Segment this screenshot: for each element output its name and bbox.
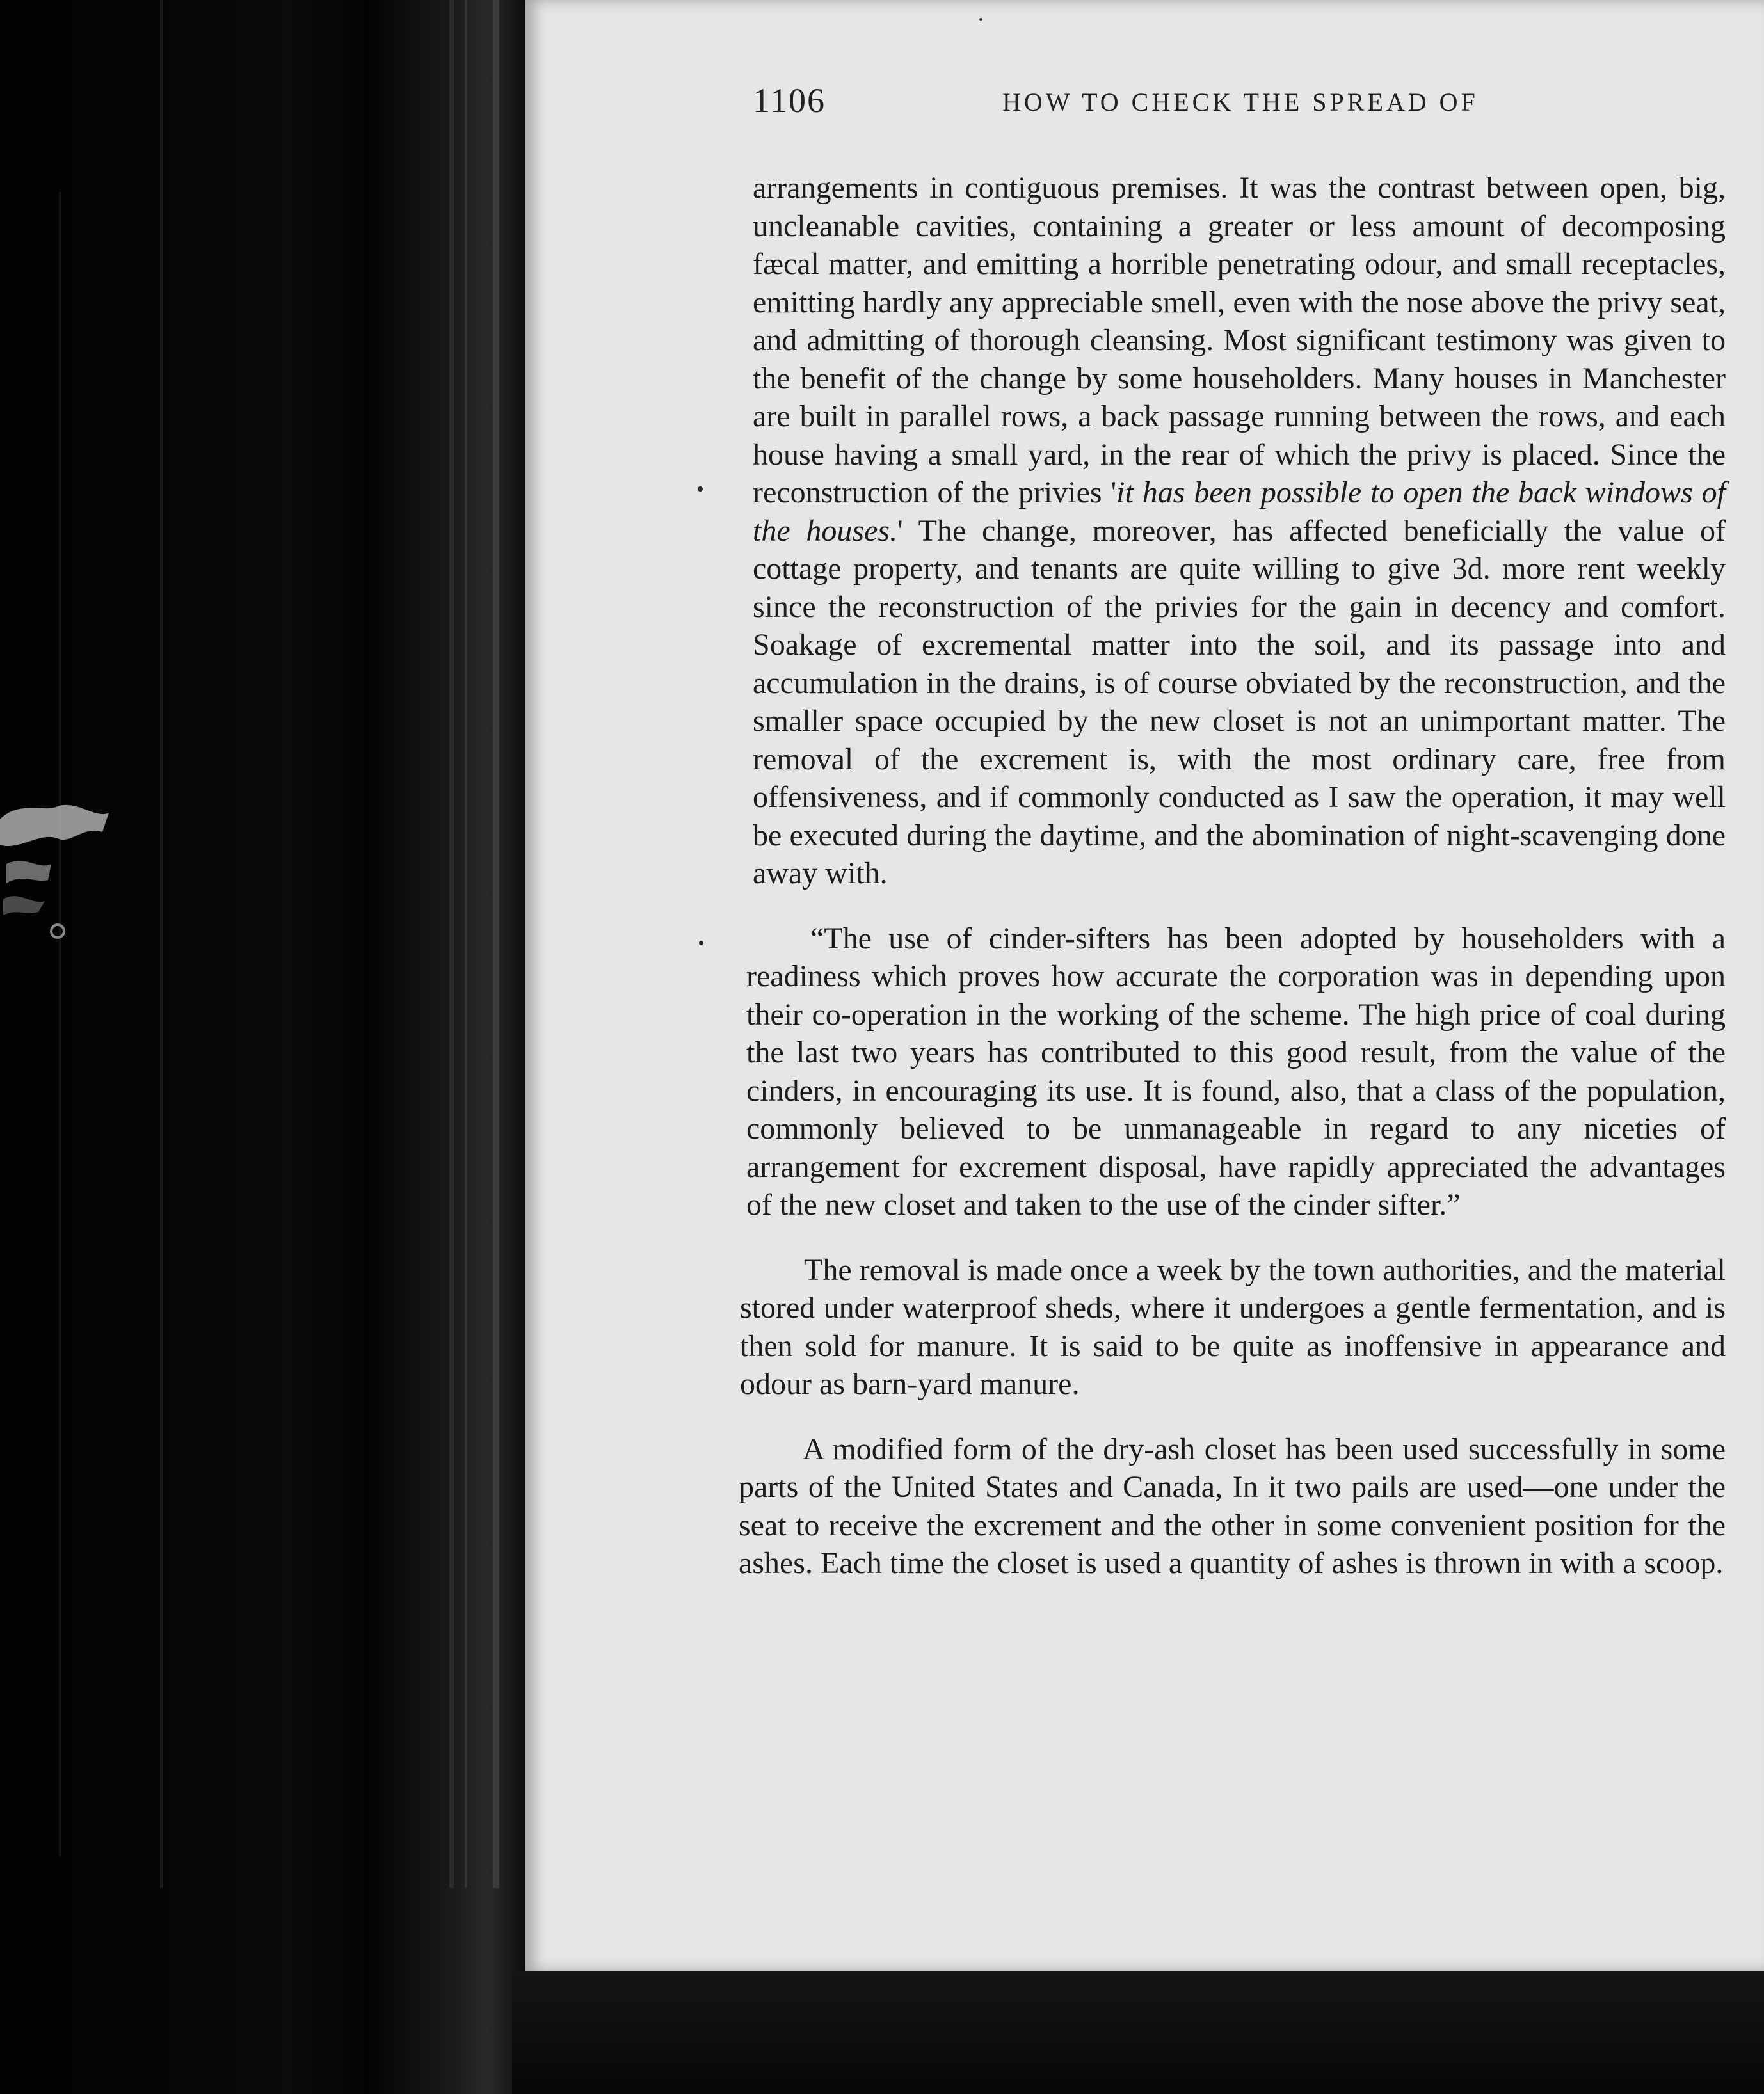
- binding-streak: [449, 0, 454, 1888]
- page-number: 1106: [753, 81, 826, 120]
- book-binding-edge: [0, 0, 525, 2094]
- paragraph-1-text-b: ' The change, moreover, has affected beneficially the value of cottage property, and tenants are quite willing to give 3d. more rent weekly since the reconstruction of the privies for the gain in decency and comfort. Soakage of excremental matter into the soil, and its passage into and accumulation in the drains, is of course obviated by the reconstruction, and the smaller space occupied by the new closet is not an unimportant matter. The removal of the excrement is, with the most ordinary care, free from offensiveness, and if commonly conducted as I saw the operation, it may well be executed during the daytime, and the abomination of night-scavenging done away with.: [753, 513, 1726, 890]
- binding-streak: [465, 0, 467, 1888]
- speck: [699, 941, 703, 945]
- body-text: [739, 169, 1726, 1610]
- paragraph-4: A modified form of the dry-ash closet has been used successfully in some parts of the United States and Canada, In it two pails are used—one under the seat to receive the excrement and the other in some convenient position for the ashes. Each time the closet is used a quantity of ashes is thrown in with a scoop.: [739, 1432, 1726, 1580]
- speck: [979, 18, 982, 21]
- spine-ornament: [0, 794, 115, 960]
- paragraph-1-text-a: arrangements in contiguous premises. It was the contrast between open, big, uncleanable cavities, containing a greater or less amount of decomposing fæcal matter, and emitting a horrible penetrating odour, and small receptacles, emitting hardly any appreciable smell, even with the nose above the privy seat, and admitting of thorough cleansing. Most significant testimony was given to the benefit of the change by some householders. Many houses in Manchester are built in parallel rows, a back passage running between the rows, and each house having a small yard, in the rear of which the privy is placed. Since the reconstruction of the privies ': [753, 171, 1726, 509]
- page-bottom-shadow: [512, 1971, 1764, 2094]
- binding-streak: [160, 0, 163, 1888]
- running-head: [753, 81, 1489, 125]
- paragraph-2-quotation: “The use of cinder-sifters has been adopted by householders with a readiness which proves how accurate the corporation was in depending upon their co-operation in the working of the scheme. The high price of coal during the last two years has contributed to this good result, from the value of the cinders, in encouraging its use. It is found, also, that a class of the population, commonly believed to be unmanageable in regard to any niceties of arrangement for excrement disposal, have rapidly appreciated the advantages of the new closet and taken to the use of the cinder sifter.”: [746, 921, 1726, 1222]
- paragraph-1: [753, 169, 1726, 893]
- running-title: HOW TO CHECK THE SPREAD OF: [1002, 88, 1479, 116]
- binding-streak: [493, 0, 499, 1888]
- paragraph-3: The removal is made once a week by the town authorities, and the material stored under waterproof sheds, where it undergoes a gentle fermentation, and is then sold for manure. It is said to be quite as inoffensive in appearance and odour as barn-yard manure.: [740, 1252, 1726, 1401]
- binding-streak: [59, 192, 61, 1856]
- speck: [698, 486, 703, 492]
- paragraph-1-italic-quote: it has been possible to open the back windows of the houses.: [753, 476, 1726, 548]
